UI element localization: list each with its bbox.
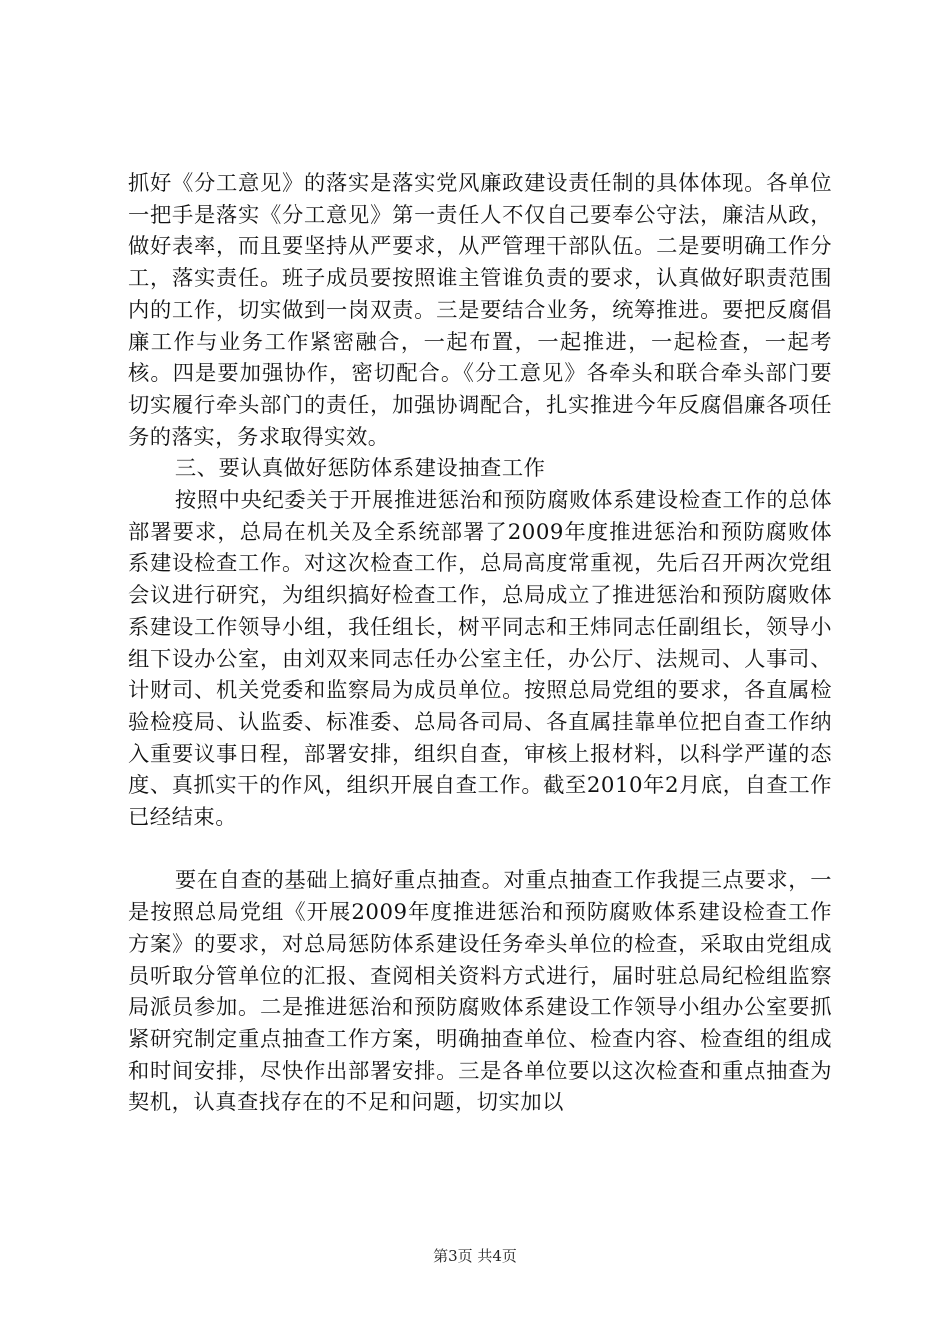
- paragraph-1: 抓好《分工意见》的落实是落实党风廉政建设责任制的具体体现。各单位一把手是落实《分工意见》第一责任人不仅自己要奉公守法，廉洁从政，做好表率，而且要坚持从严要求，从严管理干部队伍。二是要明确工作分工，落实责任。班子成员要按照谁主管谁负责的要求，认真做好职责范围内的工作，切实做到一岗双责。三是要结合业务，统筹推进。要把反腐倡廉工作与业务工作紧密融合，一起布置，一起推进，一起检查，一起考核。四是要加强协作，密切配合。《分工意见》各牵头和联合牵头部门要切实履行牵头部门的责任，加强协调配合，扎实推进今年反腐倡廉各项任务的落实，务求取得实效。: [128, 171, 832, 450]
- section-heading: 三、要认真做好惩防体系建设抽查工作: [174, 456, 546, 482]
- paragraph-3: 要在自查的基础上搞好重点抽查。对重点抽查工作我提三点要求，一是按照总局党组《开展2009年度推进惩治和预防腐败体系建设检查工作方案》的要求，对总局惩防体系建设任务牵头单位的检查，采取由党组成员听取分管单位的汇报、查阅相关资料方式进行，届时驻总局纪检组监察局派员参加。二是推进惩治和预防腐败体系建设工作领导小组办公室要抓紧研究制定重点抽查工作方案，明确抽查单位、检查内容、检查组的组成和时间安排，尽快作出部署安排。三是各单位要以这次检查和重点抽查为契机，认真查找存在的不足和问题，切实加以: [128, 868, 832, 1116]
- page-number-footer: 第3页 共4页: [433, 1247, 517, 1265]
- paragraph-gap: [128, 834, 832, 866]
- paragraph-2: 按照中央纪委关于开展推进惩治和预防腐败体系建设检查工作的总体部署要求，总局在机关及全系统部署了2009年度推进惩治和预防腐败体系建设检查工作。对这次检查工作，总局高度常重视，先后召开两次党组会议进行研究，为组织搞好检查工作，总局成立了推进惩治和预防腐败体系建设工作领导小组，我任组长，树平同志和王炜同志任副组长，领导小组下设办公室，由刘双来同志任办公室主任，办公厅、法规司、人事司、计财司、机关党委和监察局为成员单位。按照总局党组的要求，各直属检验检疫局、认监委、标准委、总局各司局、各直属挂靠单位把自查工作纳入重要议事日程，部署安排，组织自查，审核上报材料，以科学严谨的态度、真抓实干的作风，组织开展自查工作。截至2010年2月底，自查工作已经结束。: [128, 488, 832, 831]
- document-body: [128, 168, 832, 1119]
